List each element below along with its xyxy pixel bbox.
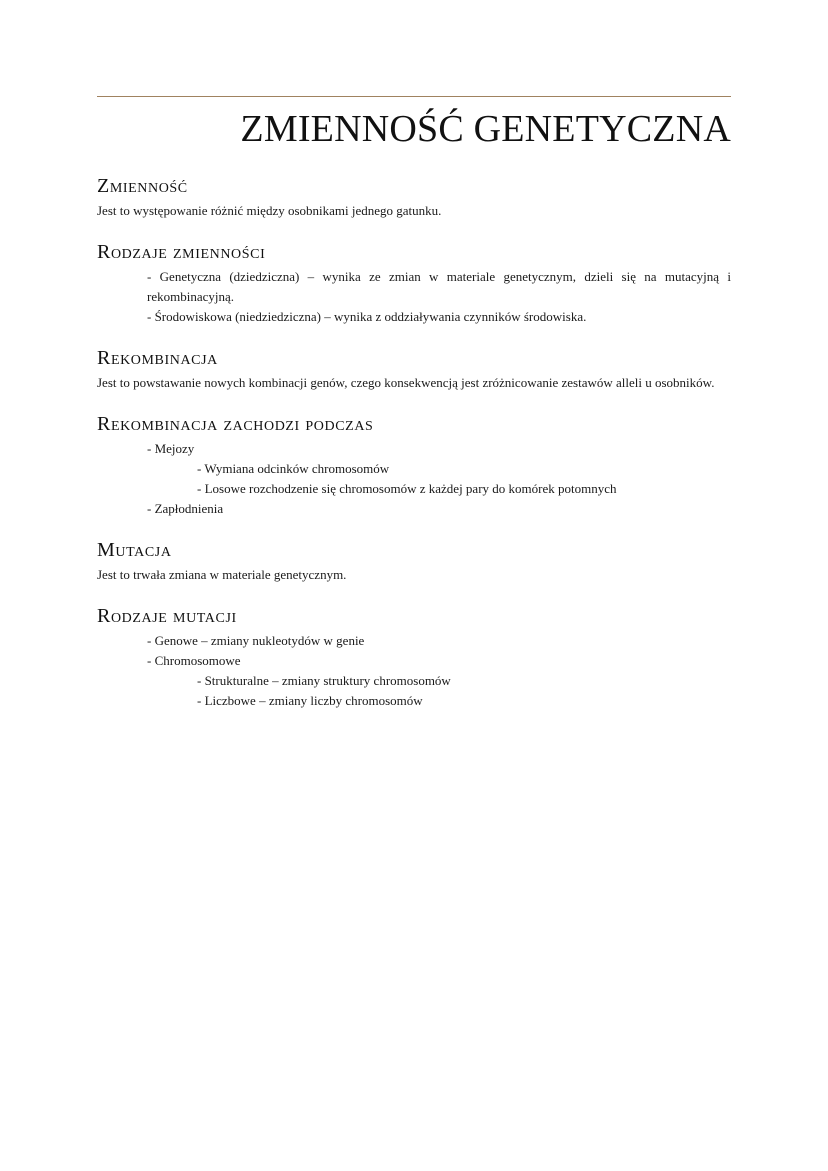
list-item: - Genowe – zmiany nukleotydów w genie: [147, 633, 365, 648]
list-item: - Mejozy: [147, 441, 195, 456]
sub-list-item: - Liczbowe – zmiany liczby chromosomów: [197, 693, 423, 708]
section-heading: Mutacja: [97, 539, 172, 561]
list-item: - Środowiskowa (niedziedziczna) – wynika z oddziaływania czynników środowiska.: [147, 309, 587, 324]
section-zmiennosc: [97, 173, 731, 221]
section-heading: Rodzaje mutacji: [97, 605, 237, 627]
section-text: Jest to powstawanie nowych kombinacji genów, czego konsekwencją jest zróżnicowanie zestawów alleli u osobników.: [97, 375, 715, 390]
list-item: - Chromosomowe: [147, 653, 241, 668]
section-heading: Rekombinacja zachodzi podczas: [97, 413, 374, 435]
section-rodzaje-mutacji: [97, 603, 731, 711]
sub-list-item: - Losowe rozchodzenie się chromosomów z każdej pary do komórek potomnych: [197, 481, 617, 496]
document-title: ZMIENNOŚĆ GENETYCZNA: [240, 108, 731, 150]
title-divider: [97, 96, 731, 97]
section-heading: Zmienność: [97, 175, 188, 197]
section-text: Jest to występowanie różnić między osobnikami jednego gatunku.: [97, 203, 442, 218]
section-mutacja: [97, 537, 731, 585]
section-rodzaje-zmiennosci: [97, 239, 731, 327]
section-rekombinacja: [97, 345, 731, 393]
list-item: - Genetyczna (dziedziczna) – wynika ze zmian w materiale genetycznym, dzieli się na mutacyjną i rekombinacyjną.: [147, 269, 731, 304]
section-heading: Rekombinacja: [97, 347, 218, 369]
section-heading: Rodzaje zmienności: [97, 241, 266, 263]
list-item: - Zapłodnienia: [147, 501, 224, 516]
section-text: Jest to trwała zmiana w materiale genetycznym.: [97, 567, 347, 582]
section-rekombinacja-podczas: [97, 411, 731, 519]
sub-list-item: - Strukturalne – zmiany struktury chromosomów: [197, 673, 451, 688]
sub-list-item: - Wymiana odcinków chromosomów: [197, 461, 390, 476]
document-page: [97, 96, 731, 711]
